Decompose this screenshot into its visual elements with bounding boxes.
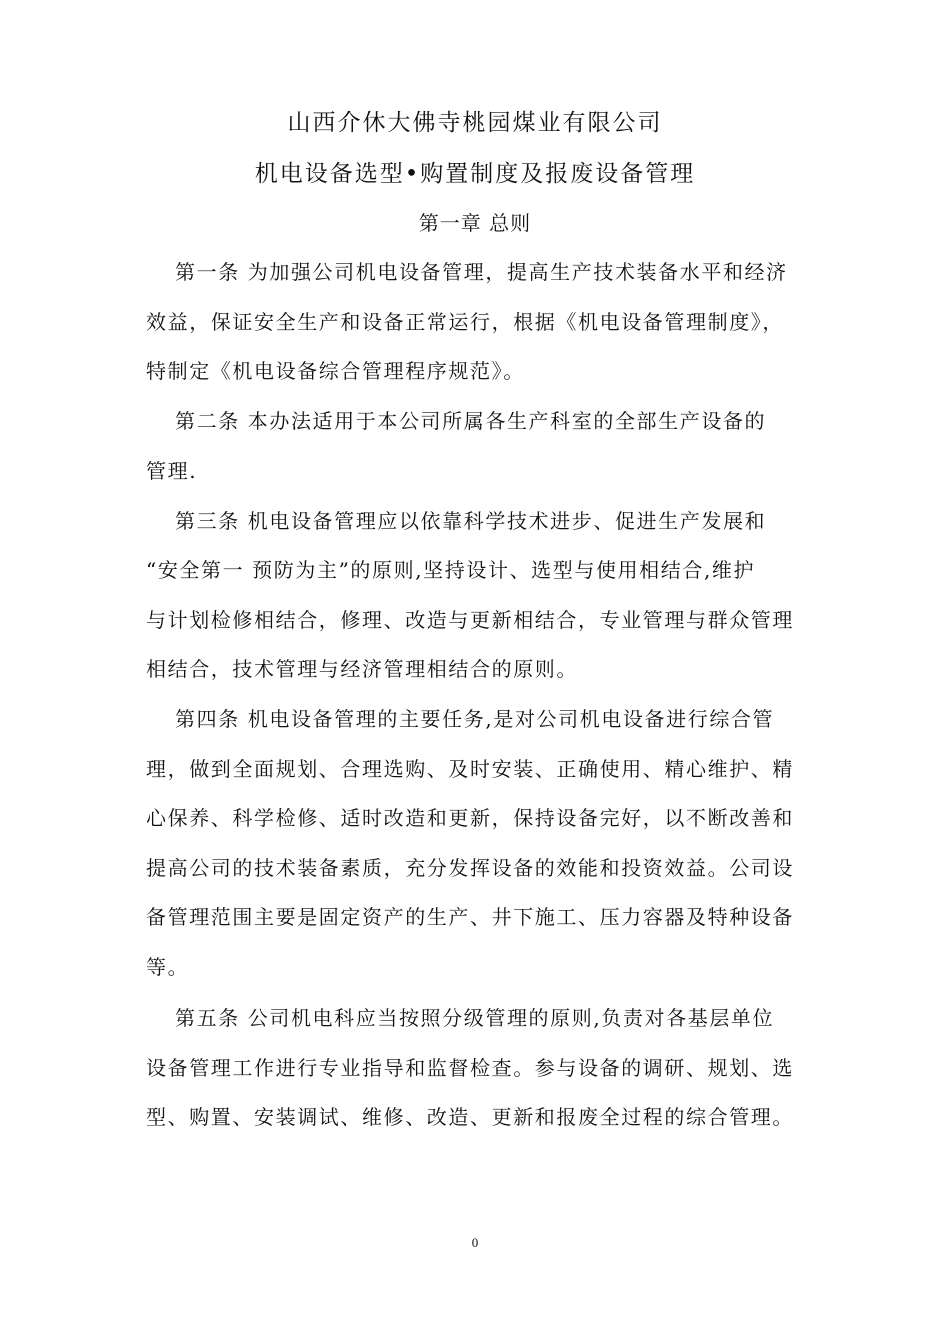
article-2-line-1: 第二条 本办法适用于本公司所属各生产科室的全部生产设备的: [175, 409, 767, 433]
article-1-line-1: 第一条 为加强公司机电设备管理，提高生产技术装备水平和经济: [175, 260, 788, 284]
article-3-line-3: 与计划检修相结合，修理、改造与更新相结合，专业管理与群众管理: [146, 608, 794, 632]
article-3-line-4: 相结合，技术管理与经济管理相结合的原则。: [146, 657, 578, 681]
article-4-line-2: 理，做到全面规划、合理选购、及时安装、正确使用、精心维护、精: [146, 757, 794, 781]
chapter-heading: 第一章 总则: [418, 211, 532, 235]
article-3-line-1: 第三条 机电设备管理应以依靠科学技术进步、促进生产发展和: [175, 509, 767, 533]
article-4-line-1: 第四条 机电设备管理的主要任务,是对公司机电设备进行综合管: [175, 707, 775, 731]
article-5-line-3: 型、购置、安装调试、维修、改造、更新和报废全过程的综合管理。: [146, 1105, 794, 1129]
article-4-line-4: 提高公司的技术装备素质，充分发挥设备的效能和投资效益。公司设: [146, 856, 794, 880]
article-5-line-1: 第五条 公司机电科应当按照分级管理的原则,负责对各基层单位: [175, 1006, 775, 1030]
company-title: 山西介休大佛寺桃园煤业有限公司: [287, 110, 663, 136]
document-title: 机电设备选型•购置制度及报废设备管理: [254, 161, 696, 187]
article-1-line-3: 特制定《机电设备综合管理程序规范》。: [146, 359, 525, 383]
article-1-line-2: 效益，保证安全生产和设备正常运行，根据《机电设备管理制度》，: [146, 310, 784, 334]
page-number: 0: [471, 1235, 479, 1250]
article-4-line-5: 备管理范围主要是固定资产的生产、井下施工、压力容器及特种设备: [146, 905, 794, 929]
article-4-line-3: 心保养、科学检修、适时改造和更新，保持设备完好，以不断改善和: [146, 806, 794, 830]
article-2-line-2: 管理.: [146, 459, 198, 483]
article-4-line-6: 等。: [146, 955, 190, 979]
article-5-line-2: 设备管理工作进行专业指导和监督检查。参与设备的调研、规划、选: [146, 1056, 794, 1080]
article-3-line-2: “安全第一 预防为主”的原则,坚持设计、选型与使用相结合,维护: [146, 558, 756, 582]
